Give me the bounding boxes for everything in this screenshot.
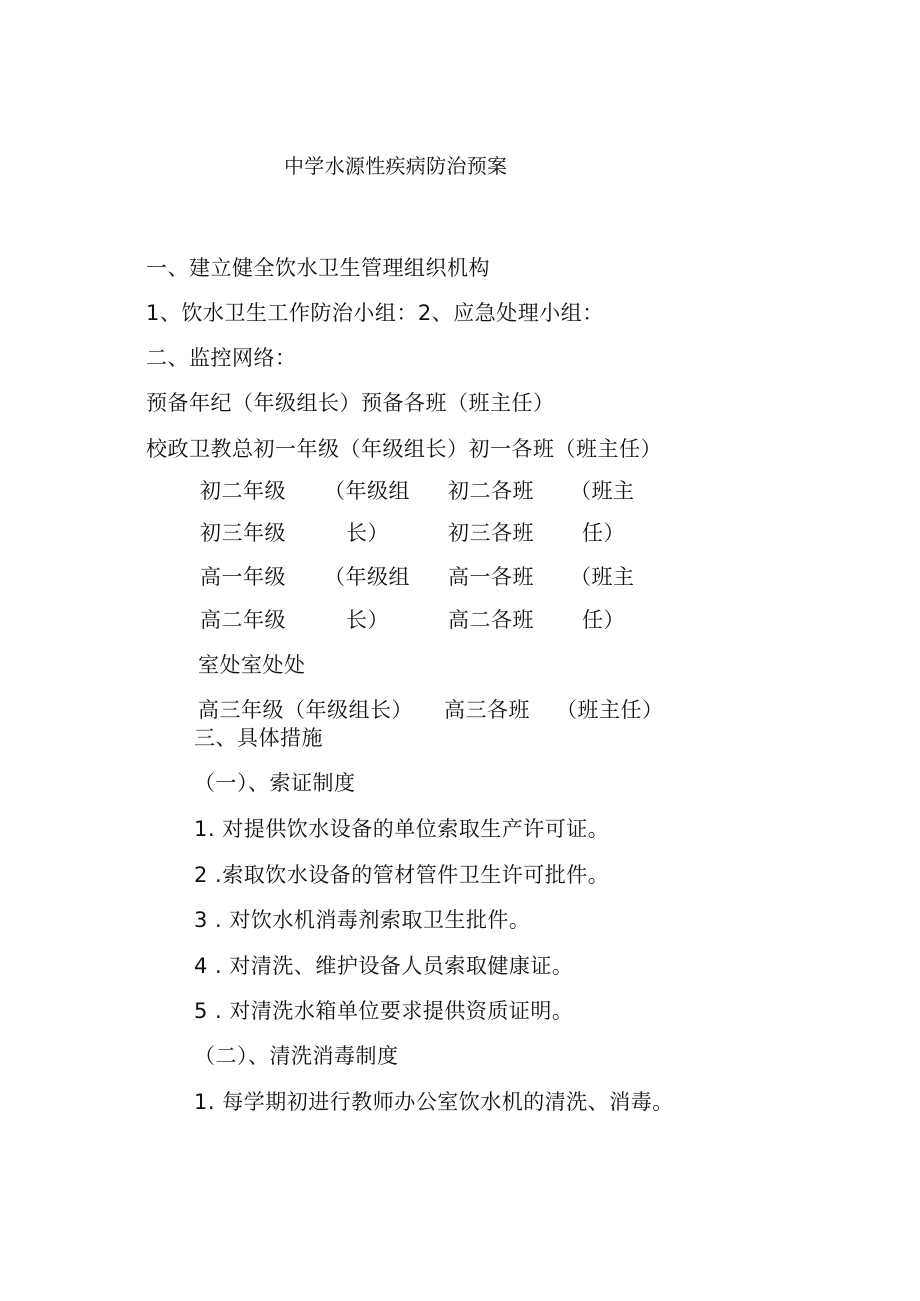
sub1-heading: （一）、索证制度 — [194, 771, 356, 795]
senior3-class: 高三各班 — [444, 698, 530, 722]
section1-groups: 1、饮水卫生工作防治小组：2、应急处理小组： — [146, 301, 604, 325]
senior3-teacher: （班主任） — [556, 698, 664, 722]
sub1-item-5: 5 . 对清洗水箱单位要求提供资质证明。 — [194, 999, 574, 1023]
grid-r1-c2: （年级组 — [324, 479, 410, 503]
sub1-item-1: 1. 对提供饮水设备的单位索取生产许可证。 — [194, 817, 610, 841]
grid-r1-c4: （班主 — [570, 479, 635, 503]
section1-heading: 一、建立健全饮水卫生管理组织机构 — [146, 256, 490, 280]
section3-heading: 三、具体措施 — [194, 726, 323, 750]
grid-r2-c1: 初三年级 — [200, 521, 286, 545]
grid-r4-c3: 高二各班 — [448, 608, 534, 632]
grid-r3-c3: 高一各班 — [448, 565, 534, 589]
grid-r2-c3: 初三各班 — [448, 521, 534, 545]
grid-r4-c1: 高二年级 — [200, 608, 286, 632]
sub2-item-1: 1. 每学期初进行教师办公室饮水机的清洗、消毒。 — [194, 1090, 674, 1114]
grid-r2-c4: 任） — [582, 521, 625, 545]
sub1-item-4: 4 . 对清洗、维护设备人员索取健康证。 — [194, 954, 574, 978]
network-row-grade7: 校政卫教总初一年级（年级组长）初一各班（班主任） — [146, 437, 662, 461]
grid-r3-c2: （年级组 — [324, 565, 410, 589]
document-title: 中学水源性疾病防治预案 — [284, 154, 508, 178]
grid-r1-c1: 初二年级 — [200, 479, 286, 503]
section2-heading: 二、监控网络： — [146, 346, 297, 370]
sub1-item-2: 2 .索取饮水设备的管材管件卫生许可批件。 — [194, 863, 610, 887]
network-row-prep: 预备年纪（年级组长）预备各班（班主任） — [146, 391, 555, 415]
grid-r3-c1: 高一年级 — [200, 565, 286, 589]
sub2-heading: （二）、清洗消毒制度 — [194, 1044, 399, 1068]
network-row-office: 室处室处处 — [198, 653, 306, 677]
sub1-item-3: 3 . 对饮水机消毒剂索取卫生批件。 — [194, 908, 531, 932]
senior3-grade: 高三年级（年级组长） — [198, 698, 413, 722]
grid-r4-c2: 长） — [346, 608, 389, 632]
grid-r2-c2: 长） — [346, 521, 389, 545]
grid-r4-c4: 任） — [582, 608, 625, 632]
grid-r1-c3: 初二各班 — [448, 479, 534, 503]
grid-r3-c4: （班主 — [570, 565, 635, 589]
